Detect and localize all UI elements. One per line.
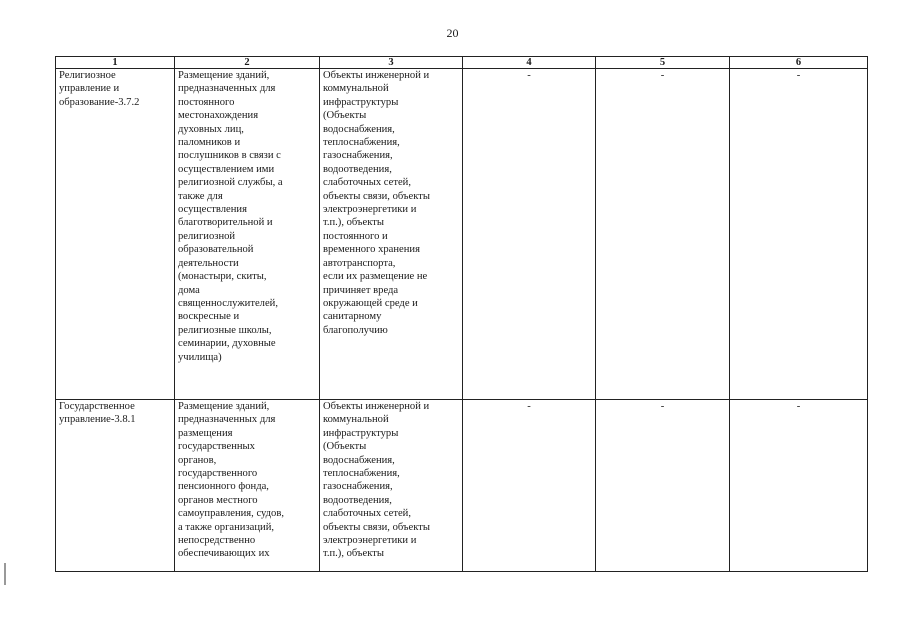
auxiliary-use-cell: Объекты инженерной и коммунальной инфраструктуры (Объекты водоснабжения, теплоснабжения, газоснабжения, водоотведения, слаботочных сетей, объекты связи, объекты электроэнергетики и т.п.), объекты постоянного и временного хранения автотранспорта, если их размещение не причиняет вреда окружающей среде и санитарному благополучию [320, 69, 463, 400]
description-cell: Размещение зданий, предназначенных для постоянного местонахождения духовных лиц, паломников и послушников в связи с осуществлением ими религиозной службы, а также для осуществления благотворительной и религиозной образовательной деятельности (монастыри, скиты, дома священнослужителей, воскресные и религиозные школы, семинарии, духовные училища) [175, 69, 320, 400]
header-col-5: 5 [596, 57, 730, 69]
header-col-6: 6 [730, 57, 868, 69]
auxiliary-use-cell: Объекты инженерной и коммунальной инфраструктуры (Объекты водоснабжения, теплоснабжения, газоснабжения, водоотведения, слаботочных сетей, объекты связи, объекты электроэнергетики и т.п.), объекты [320, 400, 463, 572]
col6-cell: - [730, 69, 868, 400]
description-cell: Размещение зданий, предназначенных для размещения государственных органов, государственного пенсионного фонда, органов местного самоуправления, судов, а также организаций, непосредственно обеспечивающих их [175, 400, 320, 572]
scan-edge-mark [4, 563, 6, 585]
col5-cell: - [596, 69, 730, 400]
col5-cell: - [596, 400, 730, 572]
col6-cell: - [730, 400, 868, 572]
use-type-cell: Государственное управление-3.8.1 [56, 400, 175, 572]
header-row [56, 57, 868, 69]
page-number: 20 [446, 26, 459, 40]
header-col-1: 1 [56, 57, 175, 69]
header-col-2: 2 [175, 57, 320, 69]
col4-cell: - [463, 400, 596, 572]
table-row [56, 69, 868, 400]
col4-cell: - [463, 69, 596, 400]
header-col-3: 3 [320, 57, 463, 69]
header-col-4: 4 [463, 57, 596, 69]
zoning-table [55, 56, 868, 572]
use-type-cell: Религиозное управление и образование-3.7.2 [56, 69, 175, 400]
table-row [56, 400, 868, 572]
